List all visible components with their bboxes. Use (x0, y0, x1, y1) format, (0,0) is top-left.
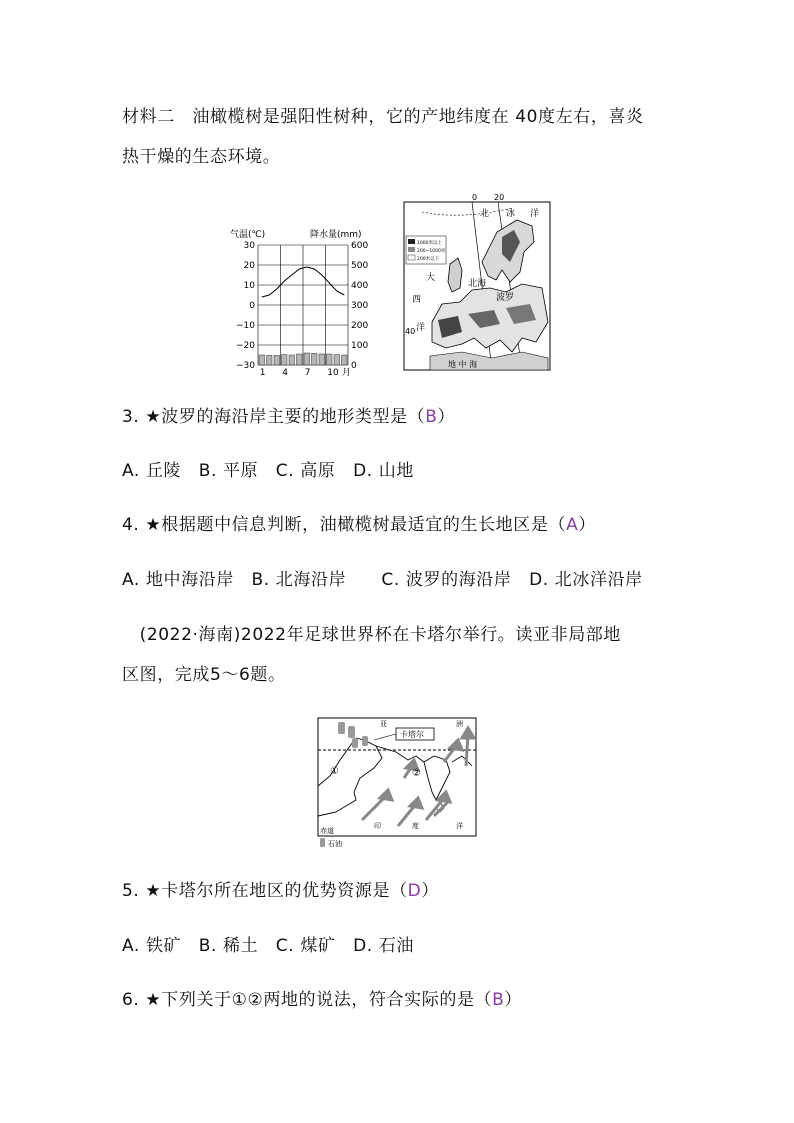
svg-text:洋: 洋 (416, 323, 426, 333)
temp-tick-label: 10 (243, 281, 255, 291)
svg-text:洋: 洋 (456, 822, 463, 830)
month-tick-label: 7 (304, 368, 311, 377)
question-4: 4. ★根据题中信息判断，油橄榄树最适宜的生长地区是（A） (122, 515, 596, 535)
month-unit-label: 月 (342, 368, 352, 377)
precip-bar (342, 355, 348, 365)
precip-bar (297, 354, 303, 365)
equator-label: 赤道 (320, 827, 334, 835)
svg-text:西: 西 (412, 295, 422, 305)
lat-40-label: 40 (405, 327, 416, 336)
question-3-options: A. 丘陵 B. 平原 C. 高原 D. 山地 (122, 461, 414, 481)
svg-text:洋: 洋 (530, 209, 540, 219)
month-tick-label: 1 (259, 368, 266, 377)
precip-bar (274, 355, 280, 365)
svg-text:度: 度 (412, 822, 419, 830)
svg-text:波罗: 波罗 (496, 293, 515, 303)
answer-4: A (566, 515, 579, 535)
precip-tick-label: 200 (351, 321, 369, 331)
precip-tick-label: 300 (351, 301, 369, 311)
temp-tick-label: 20 (243, 261, 255, 271)
precip-bar (289, 355, 295, 365)
precip-bar (259, 355, 265, 365)
month-tick-label: 4 (282, 368, 288, 377)
svg-text:冰: 冰 (506, 209, 516, 219)
svg-text:北海: 北海 (468, 279, 487, 289)
svg-text:印: 印 (374, 822, 381, 830)
svg-text:洲: 洲 (456, 720, 463, 728)
answer-6: B (492, 990, 505, 1010)
intro-line-1: (2022·海南)2022年足球世界杯在卡塔尔举行。读亚非局部地 (122, 625, 621, 645)
question-3: 3. ★波罗的海沿岸主要的地形类型是（B） (122, 407, 456, 427)
temp-tick-label: −30 (236, 361, 255, 371)
question-6: 6. ★下列关于①②两地的说法，符合实际的是（B） (122, 990, 523, 1010)
oil-legend-label: 石油 (328, 840, 342, 848)
precip-bar (334, 355, 340, 365)
month-tick-label: 10 (327, 368, 339, 377)
question-5-options: A. 铁矿 B. 稀土 C. 煤矿 D. 石油 (122, 936, 414, 956)
temp-tick-label: −10 (236, 321, 255, 331)
region-2-label: ② (412, 768, 421, 779)
question-5: 5. ★卡塔尔所在地区的优势资源是（D） (122, 881, 439, 901)
temp-tick-label: 0 (249, 301, 255, 311)
svg-text:200米以下: 200米以下 (417, 257, 440, 262)
precip-tick-label: 0 (351, 361, 357, 371)
temp-tick-label: −20 (236, 341, 255, 351)
precip-bar (319, 354, 325, 365)
asia-africa-map (316, 716, 478, 852)
precip-tick-label: 500 (351, 261, 369, 271)
precip-bar (282, 355, 288, 365)
region-1-label: ① (330, 766, 339, 777)
precip-bar (304, 353, 310, 365)
temp-tick-label: 30 (243, 241, 255, 251)
svg-text:1000米以上: 1000米以上 (417, 241, 442, 246)
svg-text:地 中 海: 地 中 海 (448, 360, 478, 369)
precip-tick-label: 600 (351, 241, 369, 251)
material-line-2: 热干燥的生态环境。 (122, 147, 281, 167)
precip-bar (267, 355, 273, 365)
svg-text:北: 北 (480, 209, 490, 219)
precip-tick-label: 100 (351, 341, 369, 351)
temp-axis-title: 气温(℃) (230, 230, 266, 240)
lon-0-label: 0 (472, 193, 478, 202)
svg-text:200~1000米: 200~1000米 (417, 249, 446, 254)
answer-5: D (407, 881, 422, 901)
qatar-label: 卡塔尔 (400, 730, 424, 739)
lon-20-label: 20 (494, 193, 505, 202)
precip-tick-label: 400 (351, 281, 369, 291)
precip-bar (312, 353, 318, 365)
precip-bar (327, 354, 333, 365)
question-4-options: A. 地中海沿岸 B. 北海沿岸 C. 波罗的海沿岸 D. 北冰洋沿岸 (122, 570, 643, 590)
europe-map (402, 192, 552, 372)
svg-text:大: 大 (426, 273, 436, 283)
precip-axis-title: 降水量(mm) (310, 230, 362, 240)
map-legend (406, 236, 446, 264)
answer-3: B (425, 407, 438, 427)
intro-line-2: 区图，完成5～6题。 (122, 665, 286, 685)
climate-chart (228, 225, 380, 377)
material-line-1: 材料二 油橄榄树是强阳性树种，它的产地纬度在 40度左右，喜炎 (122, 107, 644, 127)
svg-text:亚: 亚 (380, 720, 387, 728)
